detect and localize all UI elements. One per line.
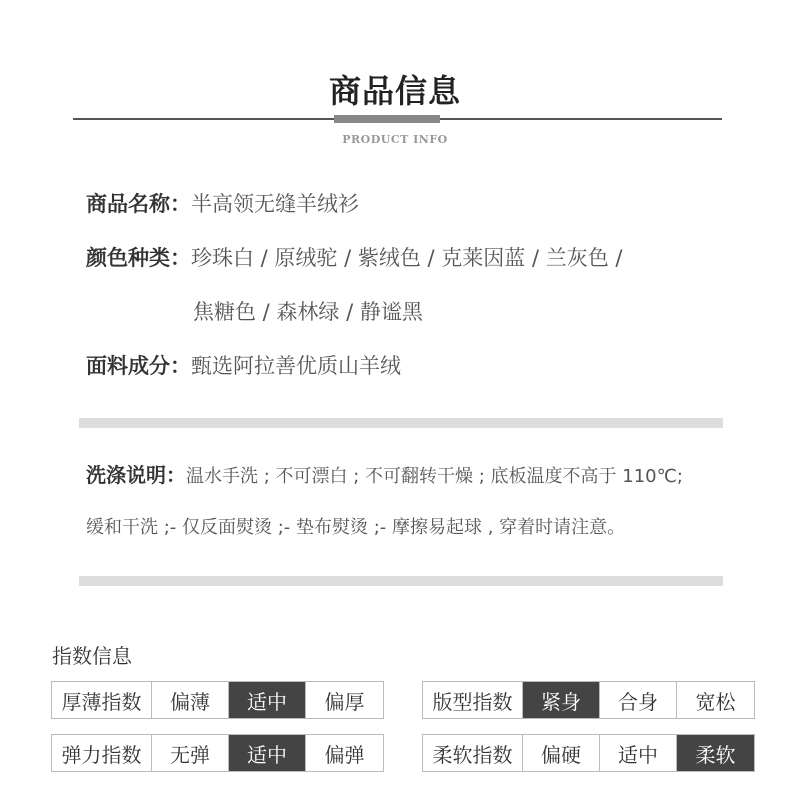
index-option-cell: 偏弹 bbox=[306, 735, 383, 771]
index-option-cell: 合身 bbox=[600, 682, 677, 718]
index-option-cell-selected: 适中 bbox=[229, 735, 306, 771]
index-name-cell: 厚薄指数 bbox=[52, 682, 152, 718]
wash-instructions-line1 bbox=[86, 462, 683, 490]
index-name-cell: 版型指数 bbox=[423, 682, 523, 718]
thickness-index-table bbox=[51, 681, 384, 719]
index-option-cell: 偏薄 bbox=[152, 682, 229, 718]
color-row-continued bbox=[193, 298, 423, 326]
wash-text-line2: 缓和干洗 ;- 仅反面熨烫 ;- 垫布熨烫 ;- 摩擦易起球 , 穿着时请注意。 bbox=[86, 517, 626, 538]
color-row bbox=[86, 244, 622, 272]
section-divider bbox=[79, 418, 723, 428]
fabric-label: 面料成分： bbox=[86, 354, 191, 378]
elasticity-index-table bbox=[51, 734, 384, 772]
index-option-cell-selected: 柔软 bbox=[677, 735, 754, 771]
fabric-row bbox=[86, 352, 401, 380]
index-name-cell: 柔软指数 bbox=[423, 735, 523, 771]
product-name-label: 商品名称： bbox=[86, 192, 191, 216]
page-title: 商品信息 bbox=[328, 72, 461, 110]
index-option-cell-selected: 紧身 bbox=[523, 682, 600, 718]
color-value-line1: 珍珠白 / 原绒驼 / 紫绒色 / 克莱因蓝 / 兰灰色 / bbox=[191, 246, 623, 270]
color-label: 颜色种类： bbox=[86, 246, 191, 270]
index-option-cell: 宽松 bbox=[677, 682, 754, 718]
page-subtitle: PRODUCT INFO bbox=[342, 133, 448, 146]
wash-text-line1: 温水手洗 ; 不可漂白 ; 不可翻转干燥 ; 底板温度不高于 110℃; bbox=[186, 466, 683, 487]
wash-label: 洗涤说明： bbox=[86, 463, 186, 487]
fit-index-table bbox=[422, 681, 755, 719]
product-name-value: 半高领无缝羊绒衫 bbox=[191, 192, 359, 216]
index-option-cell: 适中 bbox=[600, 735, 677, 771]
index-option-cell: 偏硬 bbox=[523, 735, 600, 771]
index-section-title: 指数信息 bbox=[52, 644, 132, 668]
title-accent-bar bbox=[334, 115, 440, 123]
fabric-value: 甄选阿拉善优质山羊绒 bbox=[191, 354, 401, 378]
index-option-cell-selected: 适中 bbox=[229, 682, 306, 718]
index-name-cell: 弹力指数 bbox=[52, 735, 152, 771]
softness-index-table bbox=[422, 734, 755, 772]
color-value-line2: 焦糖色 / 森林绿 / 静谧黑 bbox=[193, 300, 423, 324]
section-divider bbox=[79, 576, 723, 586]
product-name-row bbox=[86, 190, 359, 218]
index-option-cell: 无弹 bbox=[152, 735, 229, 771]
index-option-cell: 偏厚 bbox=[306, 682, 383, 718]
